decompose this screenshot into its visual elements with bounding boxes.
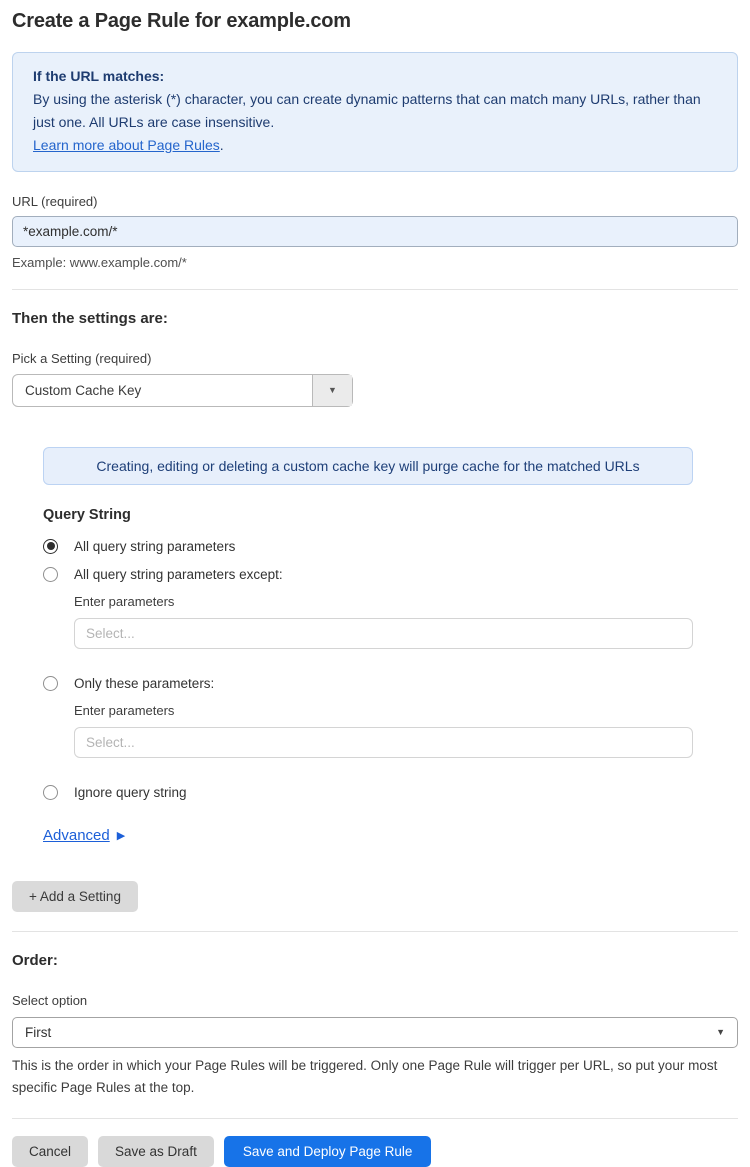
pick-setting-label: Pick a Setting (required) xyxy=(12,350,152,366)
radio-button-icon[interactable] xyxy=(43,567,58,582)
chevron-right-icon: ▶ xyxy=(116,829,126,842)
save-deploy-button[interactable]: Save and Deploy Page Rule xyxy=(224,1136,432,1167)
url-example-text: Example: www.example.com/* xyxy=(12,254,187,270)
settings-heading: Then the settings are: xyxy=(12,309,168,327)
divider xyxy=(12,1118,738,1119)
page-title: Create a Page Rule for example.com xyxy=(12,10,351,32)
only-params-group xyxy=(74,703,738,758)
setting-select-arrow-button[interactable] xyxy=(312,375,352,406)
url-match-info-box xyxy=(12,52,738,172)
except-params-group xyxy=(74,594,738,649)
radio-label: All query string parameters xyxy=(74,538,236,554)
form-actions xyxy=(12,1136,738,1167)
radio-button-icon[interactable] xyxy=(43,785,58,800)
info-box-heading: If the URL matches: xyxy=(33,68,165,84)
info-box-link-line xyxy=(33,134,717,157)
only-parameters-input[interactable] xyxy=(74,727,693,758)
divider xyxy=(12,289,738,290)
query-string-section xyxy=(43,507,738,844)
setting-select[interactable] xyxy=(12,374,353,407)
save-draft-button[interactable]: Save as Draft xyxy=(98,1136,214,1167)
order-help-text: This is the order in which your Page Rules will be triggered. Only one Page Rule will trigger per URL, so put your most specific Page Rules at the top. xyxy=(12,1057,718,1095)
enter-parameters-label: Enter parameters xyxy=(74,702,175,718)
enter-parameters-label: Enter parameters xyxy=(74,593,175,609)
except-parameters-input[interactable] xyxy=(74,618,693,649)
advanced-toggle-link[interactable] xyxy=(43,827,125,844)
url-label: URL (required) xyxy=(12,193,98,209)
info-box-body: By using the asterisk (*) character, you can create dynamic patterns that can match many URLs, rather than just one. All URLs are case insensitive. xyxy=(33,90,701,130)
order-select[interactable] xyxy=(12,1017,738,1048)
radio-label: All query string parameters except: xyxy=(74,566,283,582)
cache-key-notice: Creating, editing or deleting a custom cache key will purge cache for the matched URLs xyxy=(43,447,693,485)
divider xyxy=(12,931,738,932)
learn-more-link[interactable]: Learn more about Page Rules xyxy=(33,136,220,153)
order-select-value: First xyxy=(25,1024,52,1040)
radio-button-icon[interactable] xyxy=(43,676,58,691)
radio-all-params[interactable] xyxy=(43,539,738,554)
add-setting-button[interactable]: + Add a Setting xyxy=(12,881,138,912)
setting-select-value: Custom Cache Key xyxy=(25,382,142,398)
radio-label: Ignore query string xyxy=(74,784,187,800)
radio-label: Only these parameters: xyxy=(74,675,215,691)
radio-only-these-params[interactable] xyxy=(43,676,738,691)
order-select-label: Select option xyxy=(12,992,88,1008)
url-input[interactable] xyxy=(12,216,738,247)
order-heading: Order: xyxy=(12,951,58,969)
chevron-down-icon: ▼ xyxy=(328,385,337,396)
advanced-link-label: Advanced xyxy=(43,826,110,844)
radio-ignore-query-string[interactable] xyxy=(43,785,738,800)
radio-button-icon[interactable] xyxy=(43,539,58,554)
radio-all-params-except[interactable] xyxy=(43,567,738,582)
link-period: . xyxy=(219,136,224,153)
query-string-heading: Query String xyxy=(43,506,131,523)
cancel-button[interactable]: Cancel xyxy=(12,1136,88,1167)
chevron-down-icon: ▼ xyxy=(716,1027,725,1038)
